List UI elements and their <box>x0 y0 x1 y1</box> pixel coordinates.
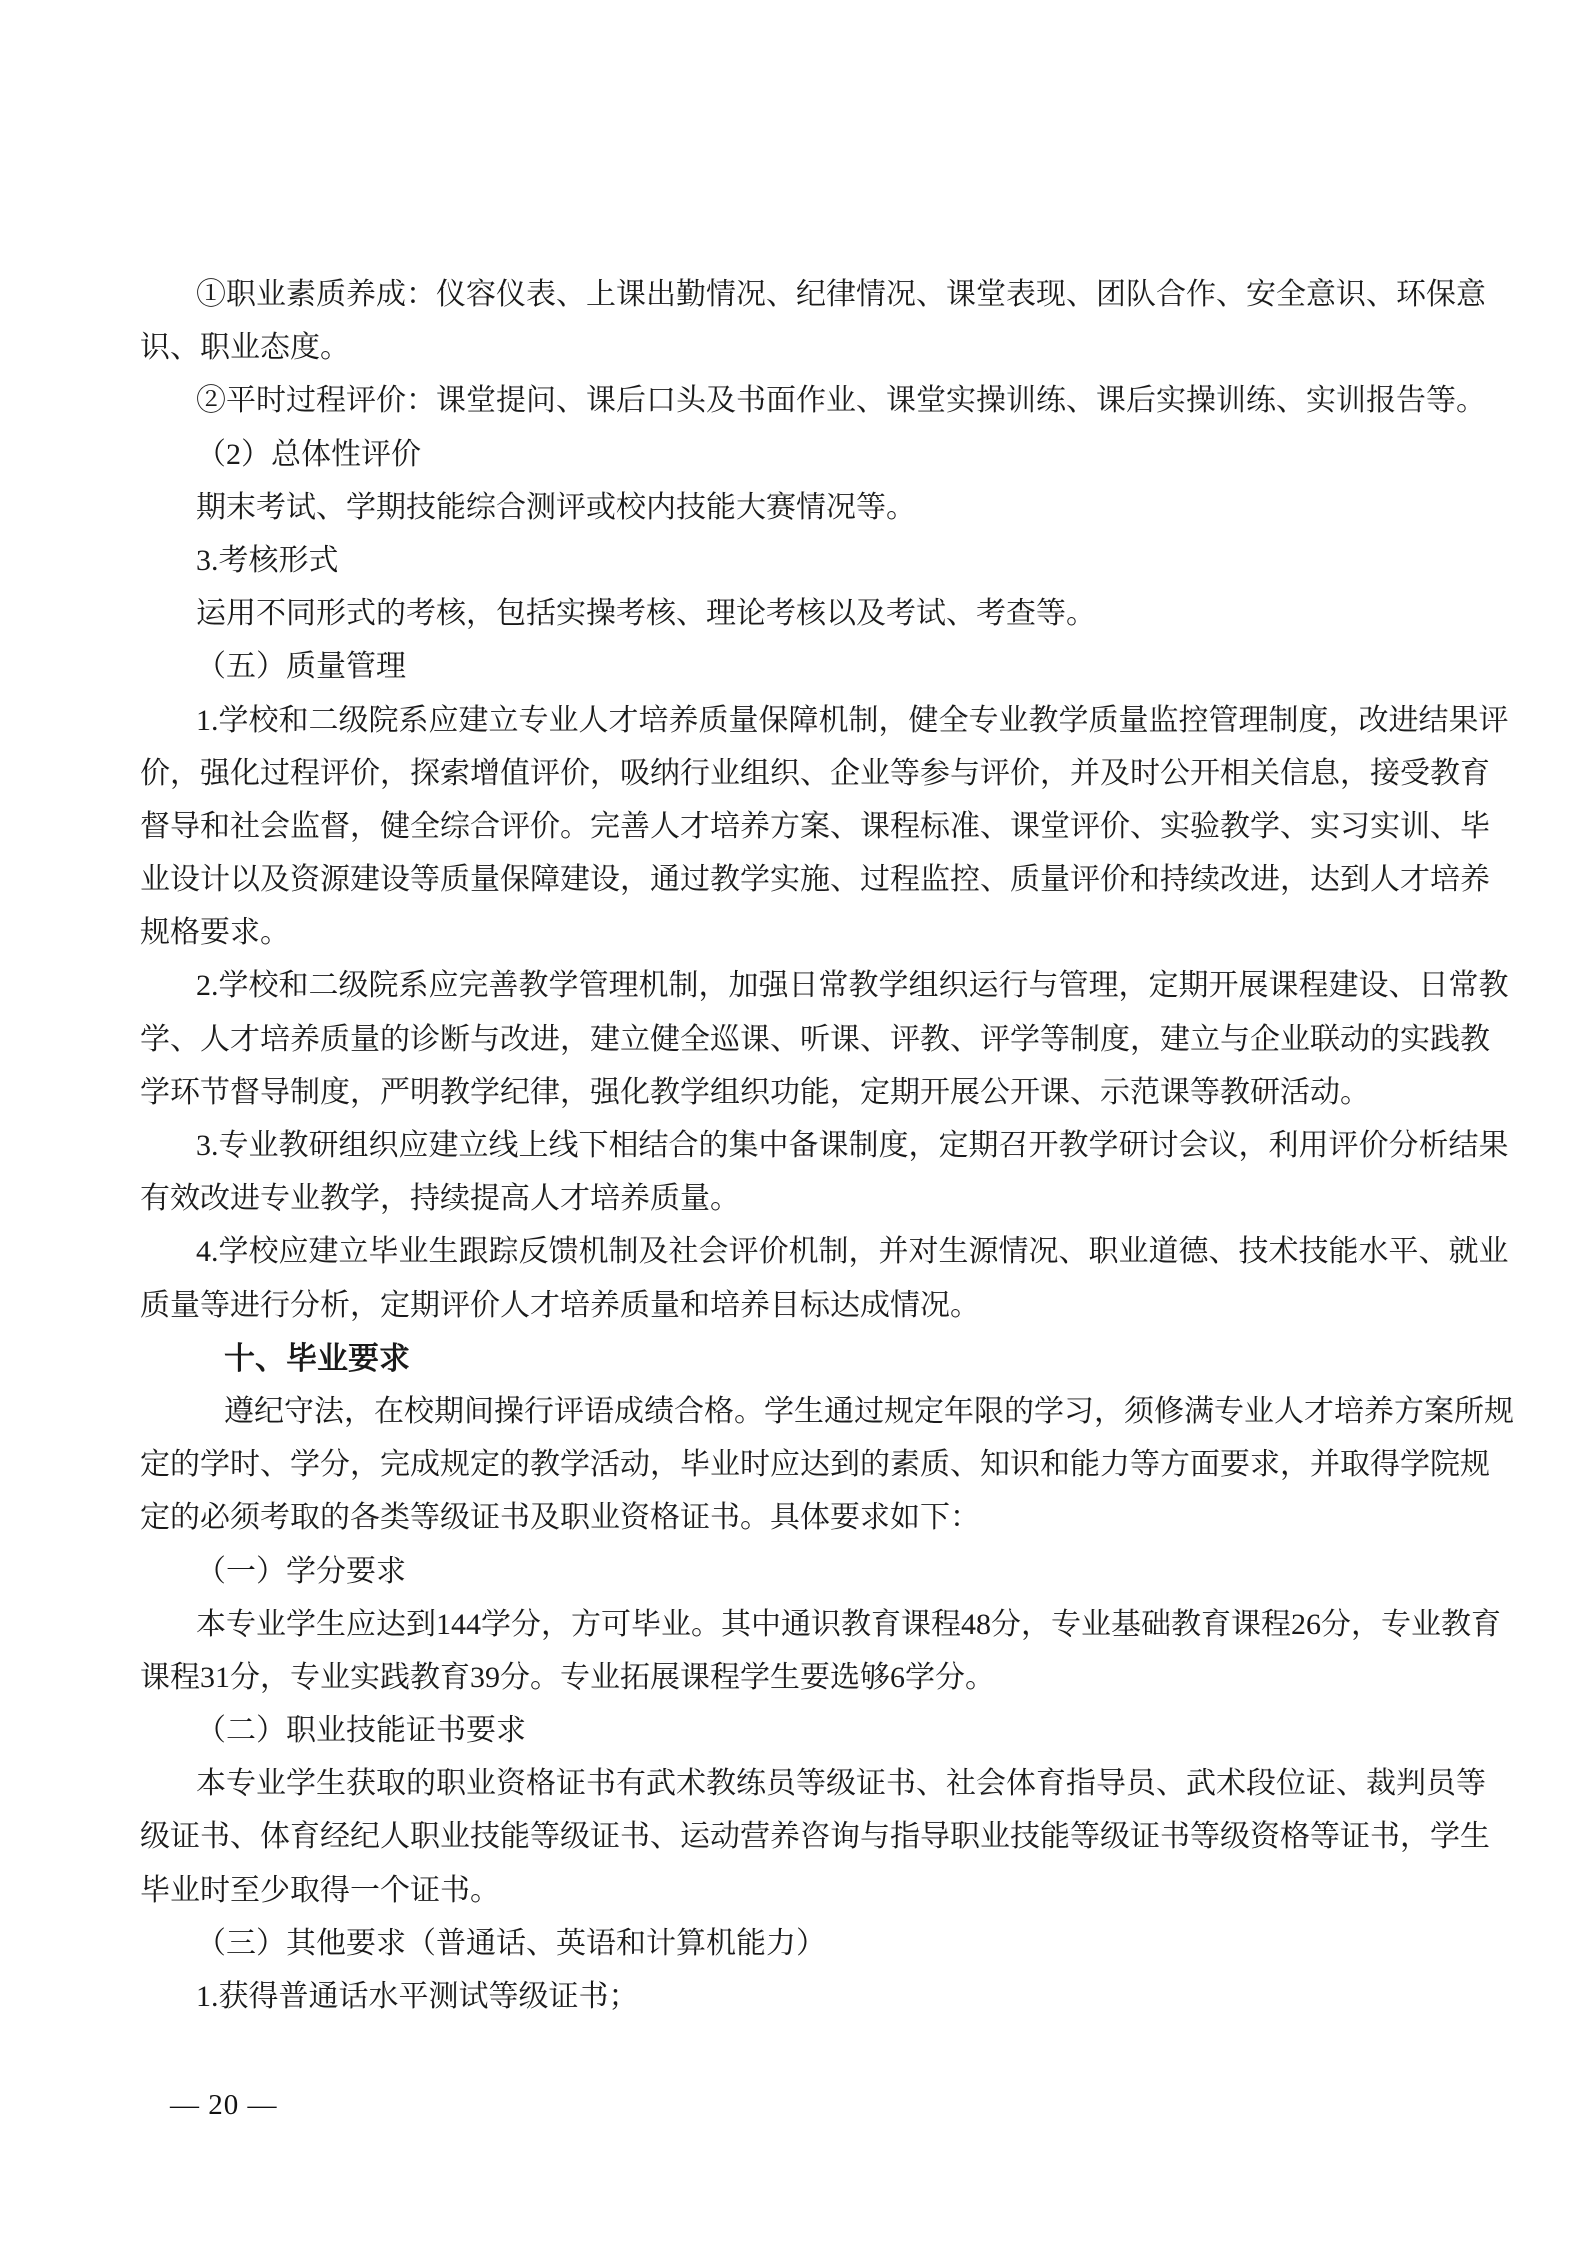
doc-line-continuation: 毕业时至少取得一个证书。 <box>140 1873 500 1907</box>
doc-line-graduation-intro: 遵纪守法，在校期间操行评语成绩合格。学生通过规定年限的学习，须修满专业人才培养方案所规 <box>224 1394 1514 1428</box>
doc-line-continuation: 价，强化过程评价，探索增值评价，吸纳行业组织、企业等参与评价，并及时公开相关信息，接受教育 <box>140 756 1490 790</box>
doc-subheading-other-requirements: （三）其他要求（普通话、英语和计算机能力） <box>196 1926 826 1960</box>
doc-subheading-credit-requirements: （一）学分要求 <box>196 1554 406 1588</box>
doc-line-continuation: 识、职业态度。 <box>140 331 350 365</box>
doc-line-continuation: 质量等进行分析，定期评价人才培养质量和培养目标达成情况。 <box>140 1288 980 1322</box>
doc-subheading-quality-management: （五）质量管理 <box>196 650 406 684</box>
page-number: — 20 — <box>170 2089 278 2121</box>
doc-line-credit-details: 本专业学生应达到144学分，方可毕业。其中通识教育课程48分，专业基础教育课程26分，专业教育 <box>196 1607 1501 1641</box>
doc-line-continuation: 级证书、体育经纪人职业技能等级证书、运动营养咨询与指导职业技能等级证书等级资格等证书，学生 <box>140 1820 1490 1854</box>
document-body <box>140 268 1514 2023</box>
doc-line-qm-item2: 2.学校和二级院系应完善教学管理机制，加强日常教学组织运行与管理，定期开展课程建设、日常教 <box>196 969 1509 1003</box>
doc-line-continuation: 定的必须考取的各类等级证书及职业资格证书。具体要求如下： <box>140 1501 980 1535</box>
doc-line-continuation: 课程31分，专业实践教育39分。专业拓展课程学生要选够6学分。 <box>140 1660 995 1694</box>
doc-line-final-exam: 期末考试、学期技能综合测评或校内技能大赛情况等。 <box>196 490 916 524</box>
doc-line-qm-item1: 1.学校和二级院系应建立专业人才培养质量保障机制，健全专业教学质量监控管理制度，改进结果评 <box>196 703 1509 737</box>
doc-subheading-assessment-form: 3.考核形式 <box>196 543 339 577</box>
doc-line-mandarin-certificate: 1.获得普通话水平测试等级证书； <box>196 1980 639 2013</box>
doc-line-continuation: 学环节督导制度，严明教学纪律，强化教学组织功能，定期开展公开课、示范课等教研活动。 <box>140 1075 1370 1109</box>
doc-line-certificate-details: 本专业学生获取的职业资格证书有武术教练员等级证书、社会体育指导员、武术段位证、裁判员等 <box>196 1767 1486 1801</box>
doc-line-quality-habits: ①职业素质养成：仪容仪表、上课出勤情况、纪律情况、课堂表现、团队合作、安全意识、环保意 <box>196 278 1486 311</box>
doc-line-process-evaluation: ②平时过程评价：课堂提问、课后口头及书面作业、课堂实操训练、课后实操训练、实训报告等。 <box>196 384 1486 418</box>
doc-subheading-certificate-requirements: （二）职业技能证书要求 <box>196 1714 526 1748</box>
doc-line-continuation: 定的学时、学分，完成规定的教学活动，毕业时应达到的素质、知识和能力等方面要求，并取得学院规 <box>140 1448 1490 1482</box>
doc-line-assessment-types: 运用不同形式的考核，包括实操考核、理论考核以及考试、考查等。 <box>196 597 1096 631</box>
doc-line-continuation: 业设计以及资源建设等质量保障建设，通过教学实施、过程监控、质量评价和持续改进，达到人才培养 <box>140 863 1490 897</box>
doc-line-continuation: 督导和社会监督，健全综合评价。完善人才培养方案、课程标准、课堂评价、实验教学、实习实训、毕 <box>140 809 1490 843</box>
doc-line-qm-item3: 3.专业教研组织应建立线上线下相结合的集中备课制度，定期召开教学研讨会议，利用评价分析结果 <box>196 1129 1509 1162</box>
doc-line-continuation: 有效改进专业教学，持续提高人才培养质量。 <box>140 1182 740 1216</box>
doc-line-continuation: 学、人才培养质量的诊断与改进，建立健全巡课、听课、评教、评学等制度，建立与企业联动的实践教 <box>140 1022 1490 1056</box>
section-heading-graduation-requirements: 十、毕业要求 <box>224 1340 410 1376</box>
doc-subheading-overall-evaluation: （2）总体性评价 <box>196 437 421 471</box>
doc-line-qm-item4: 4.学校应建立毕业生跟踪反馈机制及社会评价机制，并对生源情况、职业道德、技术技能水平、就业 <box>196 1235 1509 1269</box>
doc-line-continuation: 规格要求。 <box>140 916 290 950</box>
